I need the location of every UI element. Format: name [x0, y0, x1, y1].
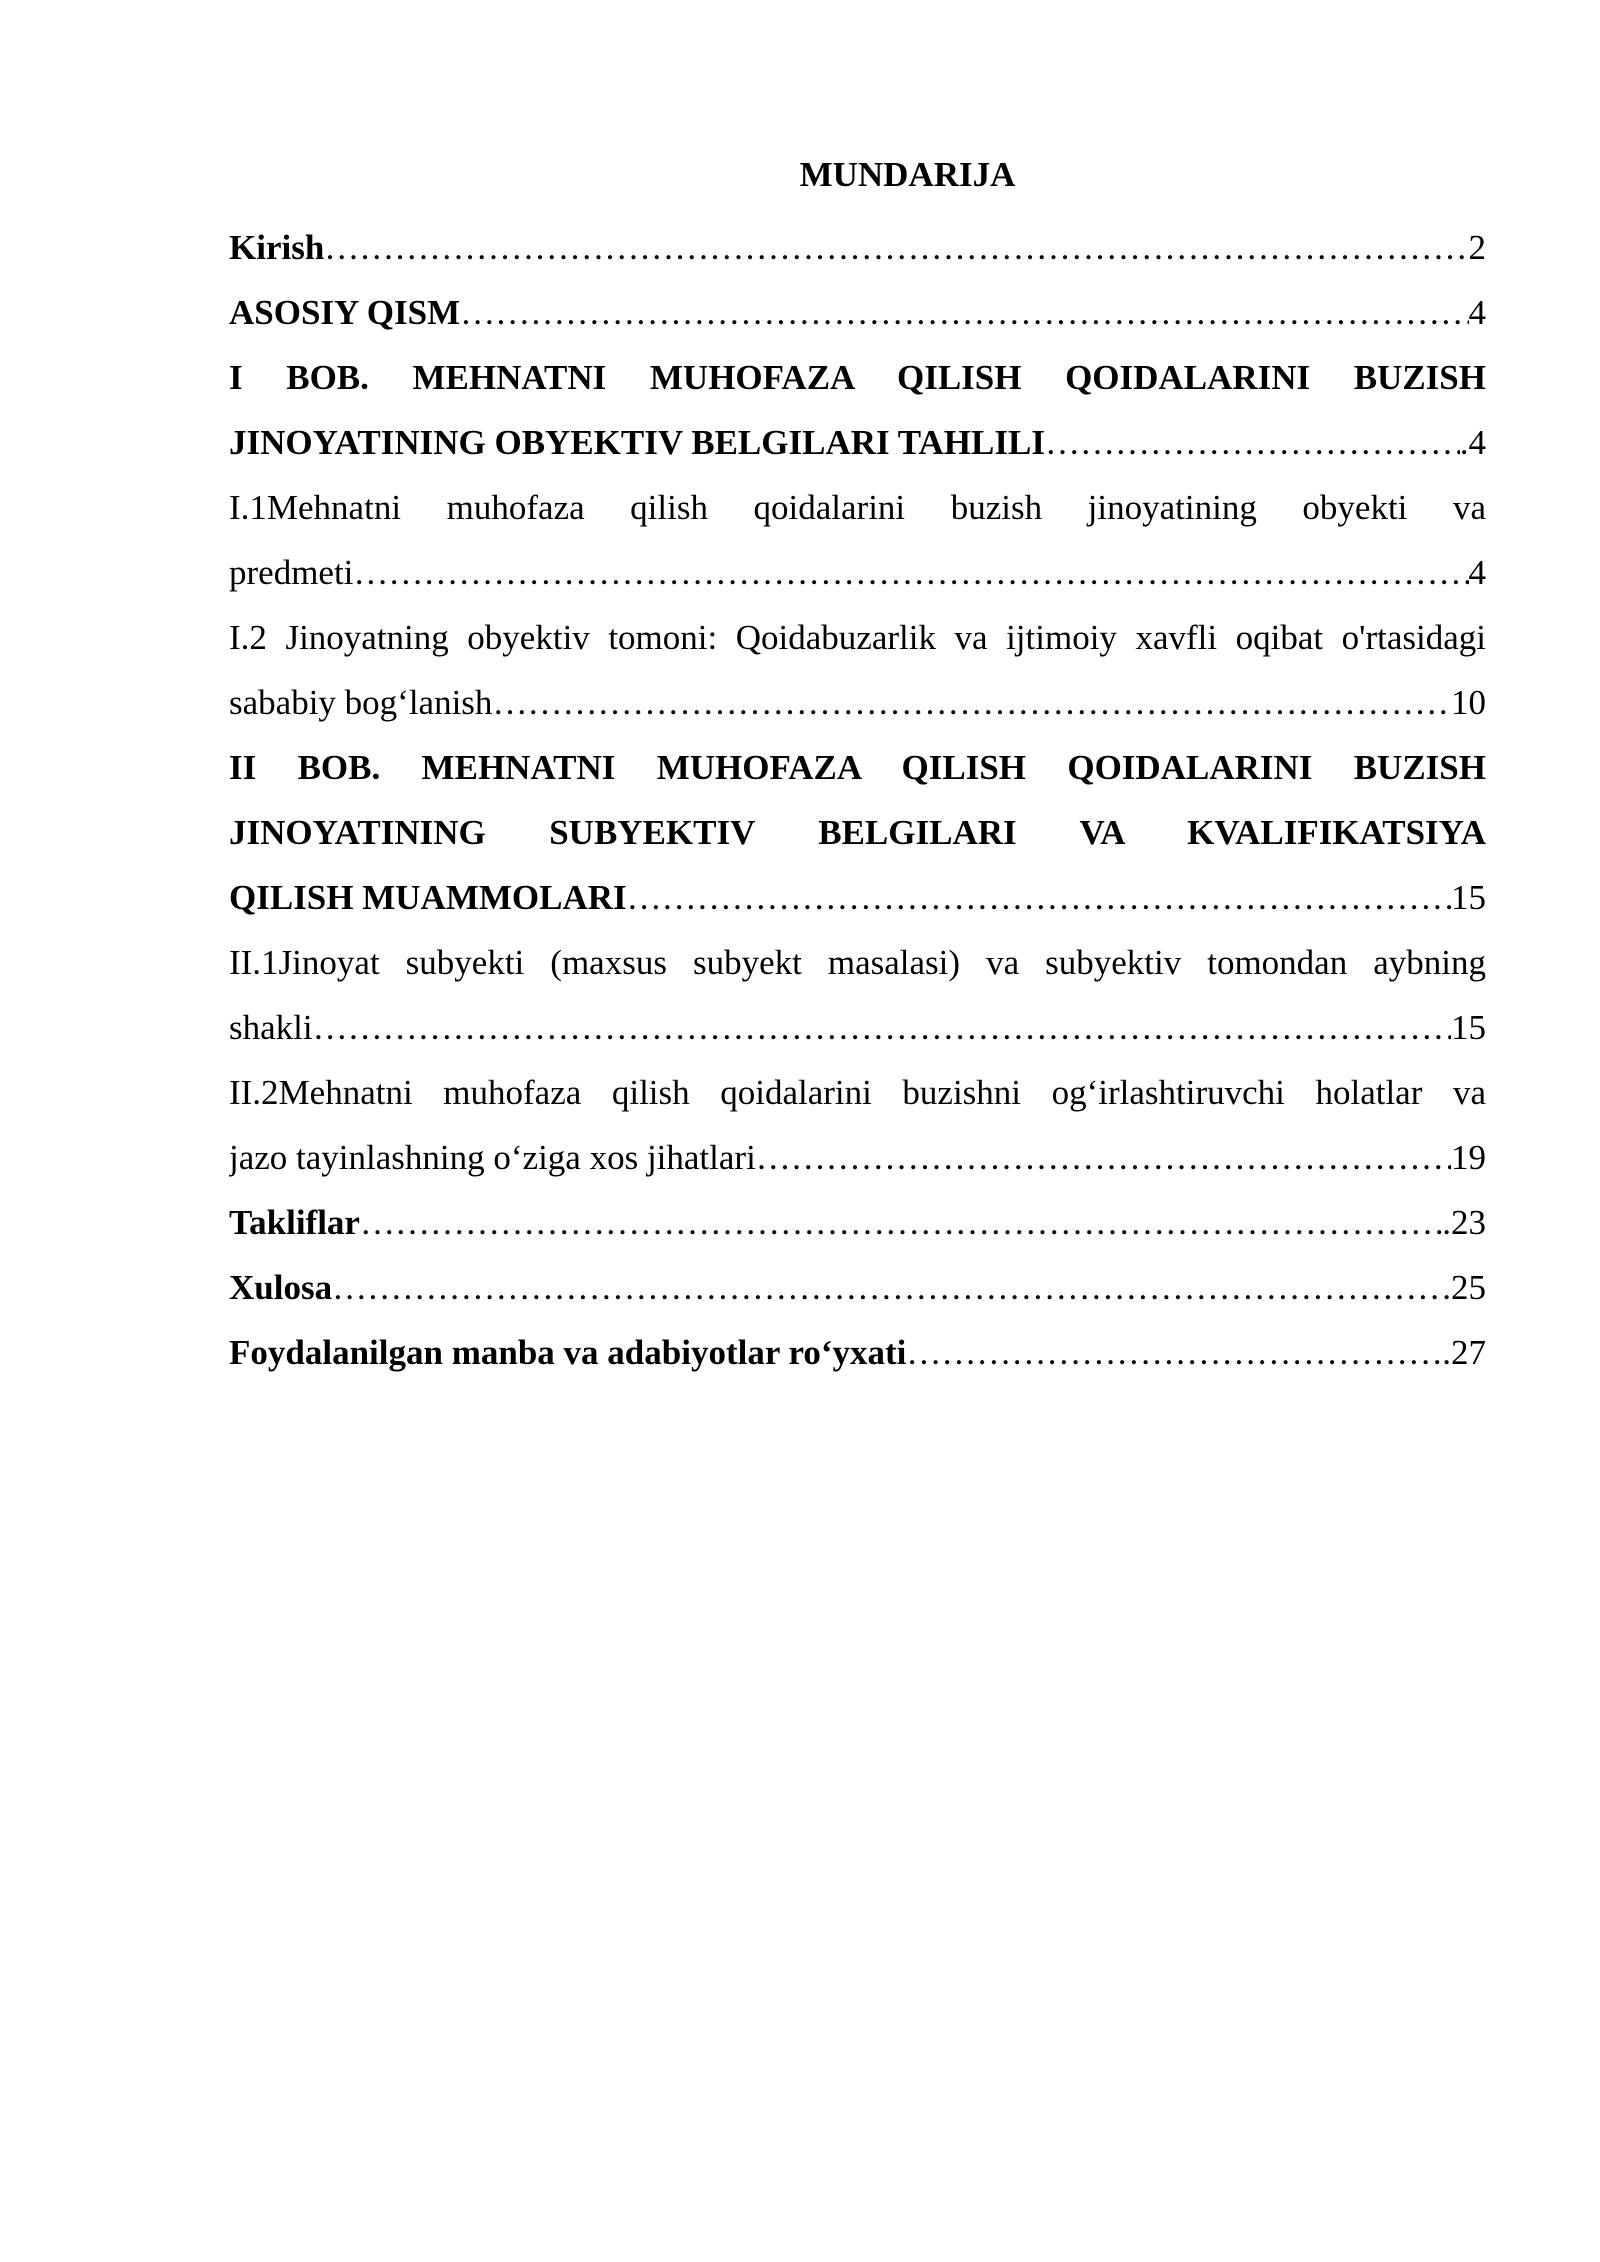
dot-leader	[353, 540, 1468, 605]
toc-entry-line: II BOB. MEHNATNI MUHOFAZA QILISH QOIDALARINI BUZISH	[229, 748, 1486, 787]
toc-entry-line	[229, 1125, 1486, 1190]
toc-entry-line	[229, 865, 1486, 930]
dot-leader	[460, 280, 1468, 345]
toc-entry-label: QILISH MUAMMOLARI	[229, 878, 627, 917]
toc-entry-line	[229, 1190, 1486, 1255]
dot-leader	[756, 1125, 1451, 1190]
toc-page-number: 19	[1451, 1138, 1486, 1177]
toc-entry-section-2-1[interactable]	[229, 930, 1486, 1060]
toc-page-number: 15	[1451, 1008, 1486, 1047]
table-of-contents	[229, 215, 1486, 1385]
document-page	[229, 150, 1486, 1385]
toc-entry-chapter-1[interactable]	[229, 345, 1486, 475]
toc-entry-line	[229, 1320, 1486, 1385]
toc-entry-section-1-2[interactable]	[229, 605, 1486, 735]
dot-leader	[324, 215, 1468, 280]
toc-page-number: .27	[1442, 1333, 1486, 1372]
dot-leader	[313, 995, 1451, 1060]
toc-entry-label: jazo tayinlashning o‘ziga xos jihatlari	[229, 1138, 756, 1177]
toc-entry-line	[229, 540, 1486, 605]
toc-entry-line	[229, 280, 1486, 345]
toc-entry-kirish[interactable]	[229, 215, 1486, 280]
toc-entry-asosiy-qism[interactable]	[229, 280, 1486, 345]
dot-leader	[1045, 410, 1460, 475]
toc-page-number: 15	[1451, 878, 1486, 917]
toc-entry-section-2-2[interactable]	[229, 1060, 1486, 1190]
toc-entry-label: Xulosa	[229, 1268, 333, 1307]
toc-entry-label: Kirish	[229, 228, 325, 267]
toc-entry-line	[229, 670, 1486, 735]
toc-entry-label: shakli	[229, 1008, 313, 1047]
toc-entry-chapter-2[interactable]	[229, 735, 1486, 930]
toc-entry-label: ASOSIY QISM	[229, 293, 461, 332]
toc-entry-label: Foydalanilgan manba va adabiyotlar ro‘yxati	[229, 1333, 907, 1372]
toc-entry-label: JINOYATINING OBYEKTIV BELGILARI TAHLILI	[229, 423, 1045, 462]
dot-leader	[360, 1190, 1442, 1255]
toc-page-number: 4	[1468, 293, 1486, 332]
dot-leader	[332, 1255, 1442, 1320]
toc-entry-takliflar[interactable]	[229, 1190, 1486, 1255]
toc-entry-line: JINOYATINING SUBYEKTIV BELGILARI VA KVALIFIKATSIYA	[229, 813, 1486, 852]
toc-page-number: 2	[1468, 228, 1486, 267]
dot-leader	[906, 1320, 1442, 1385]
dot-leader	[492, 670, 1451, 735]
dot-leader	[627, 865, 1451, 930]
toc-entry-label: predmeti	[229, 553, 354, 592]
toc-entry-line	[229, 410, 1486, 475]
toc-entry-line	[229, 1255, 1486, 1320]
toc-entry-line: I.2 Jinoyatning obyektiv tomoni: Qoidabuzarlik va ijtimoiy xavfli oqibat o'rtasidagi	[229, 618, 1486, 657]
toc-entry-label: sababiy bog‘lanish	[229, 683, 493, 722]
toc-entry-line: I BOB. MEHNATNI MUHOFAZA QILISH QOIDALARINI BUZISH	[229, 358, 1486, 397]
toc-title: MUNDARIJA	[799, 155, 1016, 194]
toc-page-number: .23	[1442, 1203, 1486, 1242]
toc-page-number: 4	[1468, 553, 1486, 592]
toc-entry-line: II.1Jinoyat subyekti (maxsus subyekt masalasi) va subyektiv tomondan aybning	[229, 943, 1486, 982]
toc-entry-line	[229, 215, 1486, 280]
toc-entry-line: II.2Mehnatni muhofaza qilish qoidalarini buzishni og‘irlashtiruvchi holatlar va	[229, 1073, 1486, 1112]
toc-page-number: .4	[1459, 423, 1486, 462]
toc-entry-line	[229, 995, 1486, 1060]
toc-page-number: 10	[1451, 683, 1486, 722]
toc-entry-xulosa[interactable]	[229, 1255, 1486, 1320]
toc-entry-label: Takliflar	[229, 1203, 360, 1242]
toc-entry-bibliography[interactable]	[229, 1320, 1486, 1385]
toc-entry-line: I.1Mehnatni muhofaza qilish qoidalarini buzish jinoyatining obyekti va	[229, 488, 1486, 527]
toc-page-number: .25	[1442, 1268, 1486, 1307]
toc-entry-section-1-1[interactable]	[229, 475, 1486, 605]
